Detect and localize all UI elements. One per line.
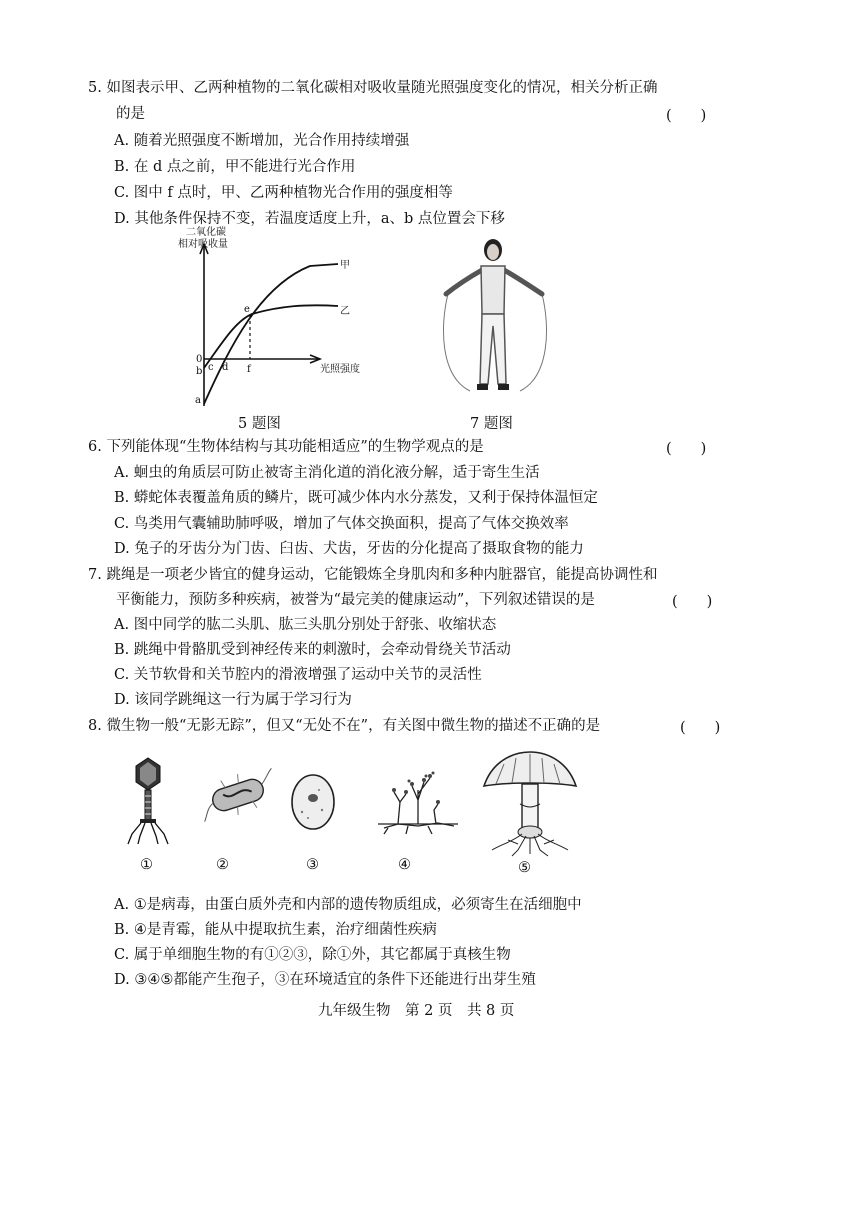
q5-option-a: A. 随着光照强度不断增加，光合作用持续增强 xyxy=(114,133,410,149)
q5-stem-line2: 的是 xyxy=(116,106,145,122)
q7-answer-paren[interactable]: ( ) xyxy=(672,594,713,610)
microbe-label-3: ③ xyxy=(306,857,319,873)
q7-figure-caption: 7 题图 xyxy=(470,416,513,432)
q8-option-b: B. ④是青霉，能从中提取抗生素，治疗细菌性疾病 xyxy=(114,922,437,938)
microbe-label-4: ④ xyxy=(398,857,411,873)
q5-option-b: B. 在 d 点之前，甲不能进行光合作用 xyxy=(114,159,356,175)
q5-option-d: D. 其他条件保持不变，若温度适度上升，a、b 点位置会下移 xyxy=(114,211,505,227)
q5-answer-paren[interactable]: ( ) xyxy=(666,108,707,124)
q8-answer-paren[interactable]: ( ) xyxy=(680,720,721,736)
graph-point-f: f xyxy=(247,364,251,375)
q7-stem-line1: 7. 跳绳是一项老少皆宜的健身运动，它能锻炼全身肌肉和多种内脏器官，能提高协调性和 xyxy=(88,567,658,583)
q8-option-c: C. 属于单细胞生物的有①②③，除①外，其它都属于真核生物 xyxy=(114,947,511,963)
graph-point-e: e xyxy=(244,304,250,315)
bacterium-image xyxy=(198,770,278,820)
q5-graph xyxy=(170,226,390,412)
q6-option-c: C. 鸟类用气囊辅助肺呼吸，增加了气体交换面积，提高了气体交换效率 xyxy=(114,516,569,532)
graph-point-d: d xyxy=(222,362,229,373)
q6-option-b: B. 蟒蛇体表覆盖角质的鳞片，既可减少体内水分蒸发，又利于保持体温恒定 xyxy=(114,490,598,506)
q6-option-a: A. 蛔虫的角质层可防止被寄主消化道的消化液分解，适于寄生生活 xyxy=(114,465,540,481)
q7-option-a: A. 图中同学的肱二头肌、肱三头肌分别处于舒张、收缩状态 xyxy=(114,617,497,633)
q7-stem-line2: 平衡能力，预防多种疾病，被誉为“最完美的健康运动”，下列叙述错误的是 xyxy=(116,592,595,608)
graph-curve-jia-label: 甲 xyxy=(340,260,350,271)
q7-option-c: C. 关节软骨和关节腔内的滑液增强了运动中关节的灵活性 xyxy=(114,667,482,683)
graph-ylabel-line2: 相对吸收量 xyxy=(178,239,228,250)
q5-stem-line1: 5. 如图表示甲、乙两种植物的二氧化碳相对吸收量随光照强度变化的情况，相关分析正确 xyxy=(88,80,658,96)
q5-option-c: C. 图中 f 点时，甲、乙两种植物光合作用的强度相等 xyxy=(114,185,453,201)
q8-option-a: A. ①是病毒，由蛋白质外壳和内部的遗传物质组成，必须寄生在活细胞中 xyxy=(114,897,582,913)
virus-image xyxy=(126,756,170,846)
graph-point-a: a xyxy=(195,395,201,406)
q6-option-d: D. 兔子的牙齿分为门齿、臼齿、犬齿，牙齿的分化提高了摄取食物的能力 xyxy=(114,541,584,557)
q6-answer-paren[interactable]: ( ) xyxy=(666,441,707,457)
microbe-label-2: ② xyxy=(216,857,229,873)
q5-figure-caption: 5 题图 xyxy=(238,416,281,432)
penicillium-image xyxy=(378,770,458,836)
mushroom-image xyxy=(482,750,578,858)
graph-ylabel-line1: 二氧化碳 xyxy=(186,227,226,238)
q8-option-d: D. ③④⑤都能产生孢子，③在环境适宜的条件下还能进行出芽生殖 xyxy=(114,972,536,988)
yeast-image xyxy=(288,772,338,832)
graph-point-c: c xyxy=(208,362,214,373)
graph-curve-yi-label: 乙 xyxy=(340,306,350,317)
q7-option-b: B. 跳绳中骨骼肌受到神经传来的刺激时，会牵动骨绕关节活动 xyxy=(114,642,511,658)
q8-stem: 8. 微生物一般“无影无踪”，但又“无处不在”，有关图中微生物的描述不正确的是 xyxy=(88,718,601,734)
graph-point-origin: 0 xyxy=(196,354,203,365)
q7-option-d: D. 该同学跳绳这一行为属于学习行为 xyxy=(114,692,352,708)
graph-xlabel: 光照强度 xyxy=(320,364,360,375)
page-footer: 九年级生物 第 2 页 共 8 页 xyxy=(318,1003,515,1019)
jump-rope-figure xyxy=(430,236,560,396)
microbe-label-1: ① xyxy=(140,857,153,873)
q6-stem: 6. 下列能体现“生物体结构与其功能相适应”的生物学观点的是 xyxy=(88,439,484,455)
microbe-label-5: ⑤ xyxy=(518,860,531,876)
graph-point-b: b xyxy=(196,366,203,377)
